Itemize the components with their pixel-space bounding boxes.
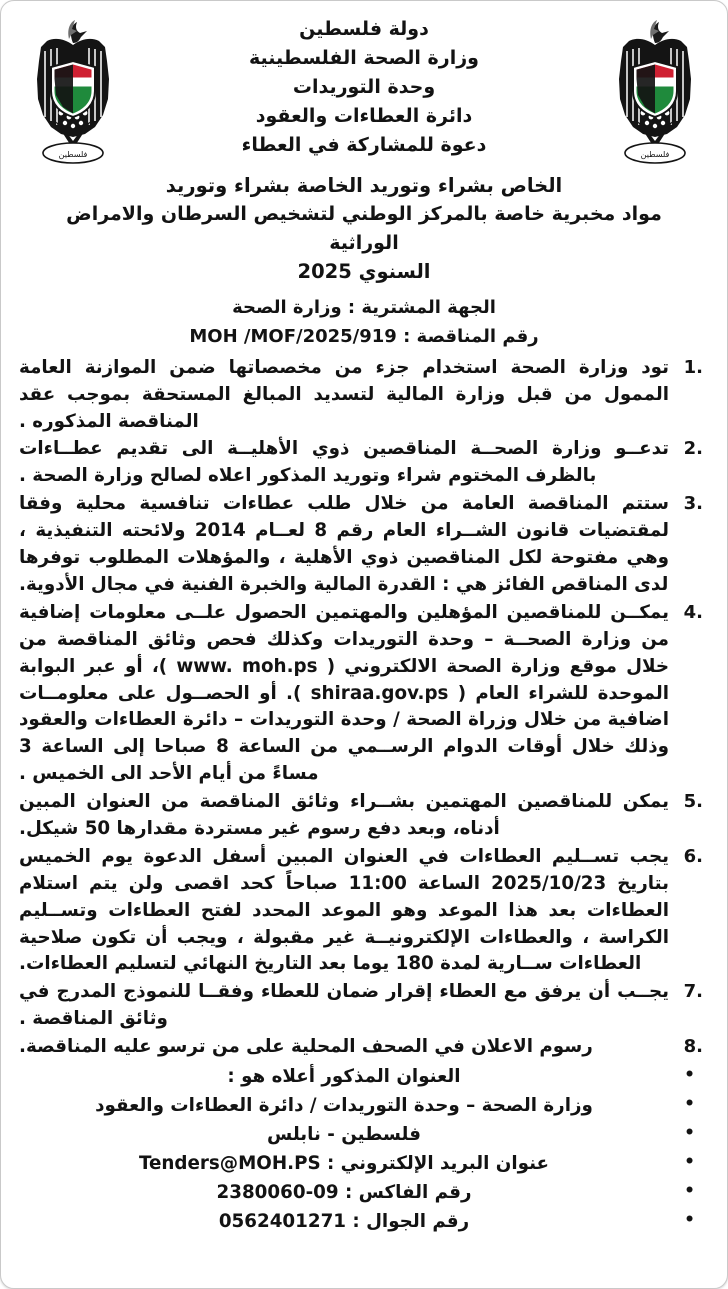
- clause-item: [19, 1034, 709, 1061]
- svg-text:فلسطين: فلسطين: [640, 150, 670, 159]
- clause-text: يجب تســليم العطاءات في العنوان المبين أسفل الدعوة يوم الخميس بتاريخ 2025/10/23 الساعة 11:00 صباحاً كحد اقصى ولن يتم استلام العطاءات بعد هذا الموعد وهو الموعد المحدد لفتح العطاءات وتســليم الكراسة ، والعطاءات الإلكترونيــة غير مقبولة ، ويجب أن تكون صلاحية العطاءات ســارية لمدة 180 يوما بعد التاريخ النهائي لتسليم العطاءات.: [19, 845, 669, 975]
- document-header: [15, 11, 713, 171]
- clause-item: [19, 844, 709, 978]
- header-line-supplies-unit: وحدة التوريدات: [292, 75, 436, 98]
- tender-number-value: MOH /MOF/2025/919: [189, 325, 397, 347]
- header-line-state: دولة فلسطين: [299, 18, 429, 40]
- clause-text: تدعــو وزارة الصحــة المناقصين ذوي الأهليــة الى تقديم عطــاءات بالظرف المختوم شراء وتوريد المذكور اعلاه لصالح وزارة الصحة .: [19, 438, 669, 487]
- clause-text: يجــب أن يرفق مع العطاء إقرار ضمان للعطاء وفقــا للنموذج المدرج في وثائق المناقصة .: [19, 981, 669, 1030]
- clause-text: ستتم المناقصة العامة من خلال طلب عطاءات تنافسية محلية وفقا لمقتضيات قانون الشــراء العام رقم 8 لعــام 2014 ولائحته التنفيذية ، وهي مفتوحة لكل المناقصين ذوي الأهلية ، والمؤهلات المطلوب توفرها لدى المناقص الفائز هي : القدرة المالية والخبرة الفنية في مجال الأدوية.: [19, 493, 669, 595]
- contact-city: • فلسطين - نابلس: [19, 1121, 709, 1150]
- tender-subject-block: [15, 171, 713, 287]
- contact-email: • عنوان البريد الإلكتروني : Tenders@MOH.PS: [19, 1150, 709, 1179]
- clause-item: [19, 355, 709, 436]
- subject-line-2: مواد مخبرية خاصة بالمركز الوطني لتشخيص السرطان والامراض الوراثية: [66, 203, 662, 254]
- contact-fax: • رقم الفاكس : 09-2380060: [19, 1179, 709, 1208]
- clause-text: تود وزارة الصحة استخدام جزء من مخصصاتها ضمن الموازنة العامة الممول من قبل وزارة المالية لتسديد المبالغ المستحقة بموجب عقد المناقصة المذكوره .: [19, 356, 669, 432]
- clause-list: [15, 355, 713, 1061]
- contact-mobile: • رقم الجوال : 0562401271: [19, 1208, 709, 1237]
- clause-item: [19, 491, 709, 599]
- tender-meta-block: [15, 287, 713, 353]
- clause-item: [19, 979, 709, 1033]
- header-line-invitation: دعوة للمشاركة في العطاء: [241, 133, 487, 156]
- tender-number-row: [15, 322, 713, 351]
- palestinian-coat-of-arms-icon-left: [25, 17, 121, 167]
- clause-text: رسوم الاعلان في الصحف المحلية على من ترسو عليه المناقصة.: [19, 1036, 593, 1058]
- clause-item: [19, 789, 709, 843]
- header-line-ministry: وزارة الصحة الفلسطينية: [249, 46, 479, 69]
- clause-item: [19, 600, 709, 788]
- tender-number-label: رقم المناقصة :: [396, 325, 539, 347]
- clause-text: يمكــن للمناقصين المؤهلين والمهتمين الحصول علــى معلومات إضافية من وزارة الصحــة – وحدة التوريدات وكذلك فحص وثائق المناقصة من خلال موقع وزارة الصحة الالكتروني ( www. moh.ps )، أو عبر البوابة الموحدة للشراء العام ( shiraa.gov.ps ). أو الحصــول على معلومــات اضافية من خلال وزراة الصحة / وحدة التوريدات – دائرة العطاءات والعقود وذلك خلال أوقات الدوام الرســمي من الساعة 8 صباحا إلى الساعة 3 مساءً من أيام الأحد الى الخميس .: [19, 601, 670, 785]
- contact-address-intro: • العنوان المذكور أعلاه هو :: [19, 1063, 709, 1092]
- subject-line-1: الخاص بشراء وتوريد الخاصة بشراء وتوريد: [165, 174, 563, 197]
- clause-text: يمكن للمناقصين المهتمين بشــراء وثائق المناقصة من العنوان المبين أدناه، وبعد دفع رسوم غير مستردة مقدارها 50 شيكل.: [19, 791, 669, 839]
- header-line-tenders-department: دائرة العطاءات والعقود: [255, 104, 473, 127]
- contact-list: [15, 1063, 713, 1236]
- contact-department: • وزارة الصحة – وحدة التوريدات / دائرة العطاءات والعقود: [19, 1092, 709, 1121]
- clause-item: [19, 436, 709, 490]
- svg-text:فلسطين: فلسطين: [58, 150, 88, 159]
- buyer-entity: الجهة المشترية : وزارة الصحة: [232, 296, 496, 318]
- subject-line-3: السنوي 2025: [297, 260, 431, 284]
- palestinian-coat-of-arms-icon-right: [607, 17, 703, 167]
